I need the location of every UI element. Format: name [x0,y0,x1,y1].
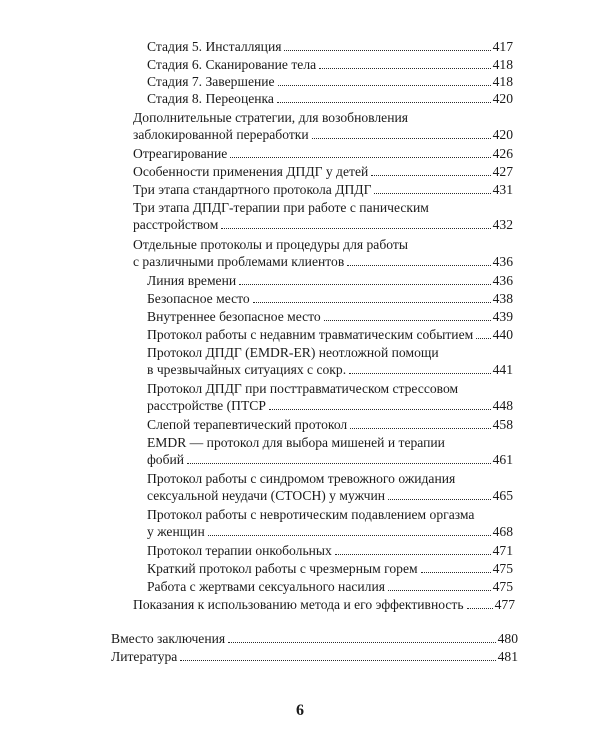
toc-entry-line [147,361,513,378]
toc-entry [147,90,513,107]
toc-entry-line [133,163,513,180]
toc-entry-page: 440 [492,327,513,342]
toc-entry-line [133,596,515,613]
toc-entry-title: Отреагирование [133,146,228,161]
toc-entry-title: заблокированной переработки [133,127,309,143]
toc-entry-title: Три этапа ДПДГ-терапии при работе с паническим [133,200,429,215]
toc-entry-title: Внутреннее безопасное место [147,309,321,324]
toc-entry-page: 420 [492,91,513,106]
leader-dots [277,102,491,103]
toc-entry [147,326,513,343]
toc-entry-title: расстройстве (ПТСР [147,398,266,414]
toc-entry [147,578,513,595]
leader-dots [284,50,490,51]
toc-entry-title: EMDR — протокол для выбора мишеней и терапии [147,435,445,450]
toc-entry-line [111,648,518,665]
toc-entry-page: 431 [492,182,513,197]
toc-entry-title: сексуальной неудачи (СТОСН) у мужчин [147,488,386,504]
toc-entry-title: Краткий протокол работы с чрезмерным горем [147,561,418,576]
toc-entry-line [133,236,513,253]
toc-entry-title: Работа с жертвами сексуального насилия [147,579,385,594]
toc-entry-title: Протокол терапии онкобольных [147,543,332,558]
toc-entry-page: 475 [492,579,513,594]
leader-dots [228,642,495,643]
toc-entry-page: 418 [492,57,513,72]
toc-entry-title: расстройством [133,217,219,233]
toc-entry [111,630,518,647]
toc-entry-line [147,506,513,523]
toc-entry-page: 475 [492,561,513,576]
leader-dots [388,499,491,500]
toc-entry [133,236,513,271]
toc-entry-title: Протокол работы с недавним травматическим событием [147,327,474,342]
leader-dots [388,590,491,591]
leader-dots [324,320,491,321]
toc-entry-line [147,38,513,55]
toc-entry [133,181,513,198]
leader-dots [371,175,490,176]
toc-entry-page: 439 [492,309,513,324]
leader-dots [421,572,491,573]
toc-entry-page: 417 [492,39,513,54]
leader-dots [467,608,493,609]
toc-entry [133,109,513,144]
toc-entry-line [147,416,513,433]
toc-entry [147,290,513,307]
toc-entry-line [147,470,513,487]
toc-entry-line [147,90,513,107]
toc-entry-line [133,181,513,198]
toc-entry-title: Протокол работы с синдромом тревожного ожидания [147,471,456,486]
toc-entry-line [147,380,513,397]
toc-entry-title: Протокол ДПДГ (EMDR-ER) неотложной помощи [147,345,439,360]
leader-dots [374,193,490,194]
toc-entry-line [147,560,513,577]
toc-entry-page: 458 [492,417,513,432]
toc-entry [133,163,513,180]
toc-entry-line [147,344,513,361]
toc-entry-line [111,630,518,647]
toc-entry-page: 438 [492,291,513,306]
toc-entry-line [147,326,513,343]
toc-entry-title: Стадия 7. Завершение [147,74,275,89]
toc-entry-page: 441 [492,362,513,378]
toc-entry-line [133,253,513,270]
toc-entry-line [147,487,513,504]
toc-entry [147,308,513,325]
toc-entry-page: 436 [492,254,513,270]
toc-entry-title: Протокол работы с невротическим подавлением оргазма [147,507,475,522]
toc-entry-title: Стадия 5. Инсталляция [147,39,282,54]
leader-dots [278,85,491,86]
toc-entry-line [133,126,513,143]
toc-entry-line [147,451,513,468]
toc-entry-title: Вместо заключения [111,631,226,646]
toc-entry-page: 461 [492,452,513,468]
toc-entry-title: Показания к использованию метода и его эффективность [133,597,464,612]
toc-entry [147,416,513,433]
toc-entry-line [147,523,513,540]
leader-dots [347,265,490,266]
toc-entry [147,560,513,577]
toc-entry-line [147,290,513,307]
leader-dots [335,554,491,555]
leader-dots [350,428,490,429]
toc-entry [147,542,513,559]
toc-entry-line [133,109,513,126]
toc-entry-page: 427 [492,164,513,179]
toc-entry-title: Литература [111,649,178,664]
leader-dots [319,68,490,69]
toc-entry-page: 420 [492,127,513,143]
toc-entry [133,199,513,234]
leader-dots [312,138,491,139]
leader-dots [253,302,491,303]
toc-entry [147,38,513,55]
leader-dots [180,660,495,661]
toc-entry-page: 471 [492,543,513,558]
toc-entry-title: Безопасное место [147,291,250,306]
toc-entry [147,73,513,90]
toc-entry-line [147,578,513,595]
toc-entry-page: 436 [492,273,513,288]
toc-entry-title: фобий [147,452,185,468]
toc-entry-title: Линия времени [147,273,237,288]
toc-entry-title: Протокол ДПДГ при посттравматическом стрессовом [147,381,459,396]
toc-entry-page: 468 [492,524,513,540]
toc-entry-title: Слепой терапевтический протокол [147,417,348,432]
toc-entry-title: Стадия 6. Сканирование тела [147,57,317,72]
toc-entry-title: Дополнительные стратегии, для возобновления [133,110,409,125]
toc-entry-line [147,434,513,451]
toc-entry [147,272,513,289]
toc-entry-title: Отдельные протоколы и процедуры для работы [133,237,408,252]
toc-entry [147,56,513,73]
toc-entry-line [133,145,513,162]
toc-entry-line [147,542,513,559]
toc-entry-title: Особенности применения ДПДГ у детей [133,164,369,179]
toc-entry-title: у женщин [147,524,205,540]
toc-entry-title: с различными проблемами клиентов [133,254,345,270]
toc-entry-page: 477 [494,597,515,612]
leader-dots [239,284,490,285]
toc-entry-line [147,272,513,289]
leader-dots [221,228,490,229]
toc-entry-page: 448 [492,398,513,414]
toc-entry-page: 465 [492,488,513,504]
leader-dots [476,338,490,339]
leader-dots [269,409,491,410]
toc-entry [147,470,513,505]
toc-entry-title: Стадия 8. Переоценка [147,91,274,106]
toc-entry-line [147,397,513,414]
toc-entry-page: 432 [492,217,513,233]
toc-entry-page: 480 [497,631,518,646]
toc-entry [133,596,515,613]
toc-entry-title: Три этапа стандартного протокола ДПДГ [133,182,372,197]
toc-entry-title: в чрезвычайных ситуациях с сокр. [147,362,347,378]
toc-entry-page: 418 [492,74,513,89]
page-number: 6 [296,702,304,719]
toc-entry [147,434,513,469]
toc-entry-page: 481 [497,649,518,664]
leader-dots [187,463,491,464]
toc-entry-line [147,56,513,73]
toc-entry-line [133,199,513,216]
toc-entry-page: 426 [492,146,513,161]
toc-entry-line [147,308,513,325]
toc-entry [147,380,513,415]
toc-entry [111,648,518,665]
toc-entry [147,344,513,379]
leader-dots [230,157,490,158]
leader-dots [349,373,491,374]
toc-entry-line [147,73,513,90]
toc-entry [147,506,513,541]
toc-entry [133,145,513,162]
toc-entry-line [133,216,513,233]
leader-dots [208,535,491,536]
